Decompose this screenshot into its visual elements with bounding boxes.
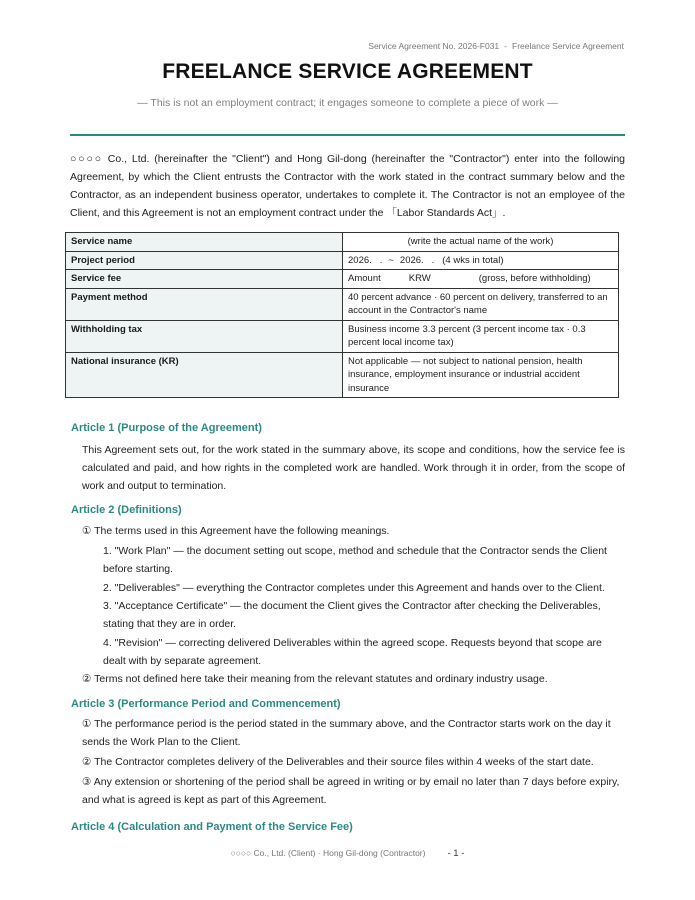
document-type: Freelance Service Agreement bbox=[512, 41, 624, 51]
table-row bbox=[66, 320, 619, 352]
withholding-tax-value: Business income 3.3 percent (3 percent income tax · 0.3 percent local income tax) bbox=[343, 320, 619, 352]
fee-currency: KRW bbox=[408, 273, 431, 284]
project-period-value bbox=[343, 251, 619, 270]
table-row bbox=[66, 251, 619, 270]
fee-amount: Amount bbox=[348, 273, 381, 284]
footer-parties: ○○○○ Co., Ltd. (Client) · Hong Gil-dong (Contractor) bbox=[230, 848, 426, 858]
page-footer bbox=[0, 848, 695, 859]
contract-summary-table bbox=[65, 232, 619, 398]
table-row bbox=[66, 288, 619, 320]
article-3-clause-1: ① The performance period is the period stated in the summary above, and the Contractor starts work on the day it sends the Work Plan to the Client. bbox=[82, 718, 611, 748]
header-separator: - bbox=[504, 41, 508, 51]
withholding-tax-label: Withholding tax bbox=[66, 320, 343, 352]
national-insurance-label: National insurance (KR) bbox=[66, 352, 343, 398]
period-tilde: ~ bbox=[388, 254, 394, 266]
running-header bbox=[368, 41, 624, 51]
title-divider bbox=[70, 134, 625, 136]
definition-item: 1. "Work Plan" — the document setting out scope, method and schedule that the Contractor sends the Client before starting. bbox=[103, 545, 607, 575]
service-name-label: Service name bbox=[66, 233, 343, 252]
article-3-clause-3: ③ Any extension or shortening of the period shall be agreed in writing or by email no later than 7 days before expiry, and what is agreed is kept as part of this Agreement. bbox=[82, 776, 620, 806]
service-fee-value bbox=[343, 270, 619, 289]
service-name-value bbox=[343, 233, 619, 252]
national-insurance-value: Not applicable — not subject to national pension, health insurance, employment insurance or industrial accident insurance bbox=[343, 352, 619, 398]
period-start: 2026. . bbox=[348, 254, 383, 266]
article-3-heading: Article 3 (Performance Period and Commencement) bbox=[71, 698, 341, 710]
page-number: - 1 - bbox=[447, 848, 465, 859]
agreement-number: Service Agreement No. 2026-F031 bbox=[368, 41, 500, 51]
table-row bbox=[66, 352, 619, 398]
project-period-label: Project period bbox=[66, 251, 343, 270]
payment-method-label: Payment method bbox=[66, 288, 343, 320]
service-name-text: (write the actual name of the work) bbox=[407, 236, 554, 247]
definition-item: 3. "Acceptance Certificate" — the document the Client gives the Contractor after checking the Deliverables, stating that they are in order. bbox=[103, 600, 601, 630]
article-2-heading: Article 2 (Definitions) bbox=[71, 504, 182, 516]
period-end: 2026. . bbox=[399, 254, 435, 266]
article-2-clause-2: ② Terms not defined here take their meaning from the relevant statutes and ordinary industry usage. bbox=[82, 673, 548, 685]
payment-method-value: 40 percent advance · 60 percent on delivery, transferred to an account in the Contractor's name bbox=[343, 288, 619, 320]
document-subtitle: — This is not an employment contract; it engages someone to complete a piece of work — bbox=[137, 97, 558, 109]
table-row bbox=[66, 233, 619, 252]
definition-item: 4. "Revision" — correcting delivered Deliverables within the agreed scope. Requests beyond that scope are dealt with by separate agreement. bbox=[103, 637, 602, 667]
article-1-text: This Agreement sets out, for the work stated in the summary above, its scope and conditions, how the service fee is calculated and paid, and how rights in the completed work are handled. Work through it in order, from the scope of work and output to termination. bbox=[82, 444, 625, 492]
article-4-heading: Article 4 (Calculation and Payment of the Service Fee) bbox=[71, 821, 353, 833]
table-row bbox=[66, 270, 619, 289]
period-note: (4 wks in total) bbox=[442, 254, 504, 266]
service-fee-label: Service fee bbox=[66, 270, 343, 289]
fee-note: (gross, before withholding) bbox=[478, 273, 591, 284]
article-1-heading: Article 1 (Purpose of the Agreement) bbox=[71, 422, 262, 434]
definition-item: 2. "Deliverables" — everything the Contractor completes under this Agreement and hands over to the Client. bbox=[103, 582, 605, 594]
intro-paragraph: ○○○○ Co., Ltd. (hereinafter the "Client") and Hong Gil-dong (hereinafter the "Contractor") enter into the following Agreement, by which the Client entrusts the Contractor with the work stated in the contract summary below and the Contractor, as an independent business operator, undertakes to complete it. The Contractor is not an employee of the Client, and this Agreement is not an employment contract under the 「Labor Standards Act」. bbox=[70, 153, 625, 219]
article-3-clause-2: ② The Contractor completes delivery of the Deliverables and their source files within 4 weeks of the start date. bbox=[82, 756, 594, 768]
article-2-clause-1: ① The terms used in this Agreement have the following meanings. bbox=[82, 525, 390, 537]
document-title: FREELANCE SERVICE AGREEMENT bbox=[162, 60, 533, 83]
